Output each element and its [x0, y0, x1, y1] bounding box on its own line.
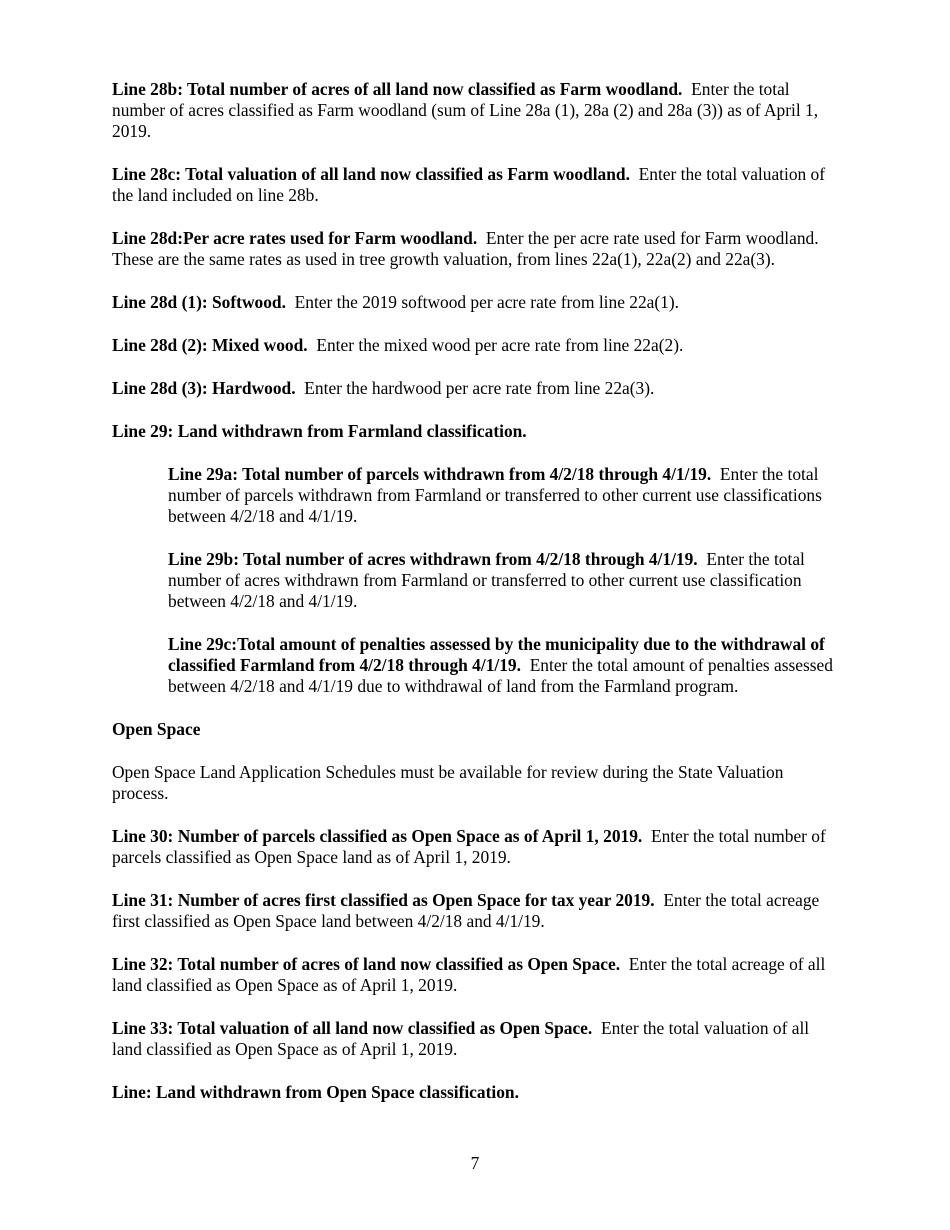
document-page [112, 79, 840, 1125]
paragraph-line-29b [168, 549, 840, 612]
paragraph-line-28b [112, 79, 840, 142]
section-heading: Line 29: Land withdrawn from Farmland classification. [112, 421, 527, 441]
paragraph-heading: Line 29c:Total amount of penalties assessed by the municipality due to the withdrawal of classified Farmland from 4/2/18 through 4/1/19. [168, 634, 825, 675]
paragraph-body: Enter the total valuation of the land included on line 28b. [112, 164, 826, 205]
paragraph-body: Enter the total amount of penalties assessed between 4/2/18 and 4/1/19 due to withdrawal of land from the Farmland program. [168, 655, 833, 696]
section-heading: Open Space [112, 719, 201, 739]
section-heading: Line: Land withdrawn from Open Space classification. [112, 1082, 519, 1102]
paragraph-heading: Line 30: Number of parcels classified as Open Space as of April 1, 2019. [112, 826, 643, 846]
paragraph-heading: Line 29a: Total number of parcels withdrawn from 4/2/18 through 4/1/19. [168, 464, 712, 484]
paragraph-line-30 [112, 826, 840, 868]
paragraph-heading: Line 32: Total number of acres of land now classified as Open Space. [112, 954, 621, 974]
paragraph-body: Enter the hardwood per acre rate from line 22a(3). [304, 378, 655, 398]
paragraph-body: Enter the per acre rate used for Farm woodland. These are the same rates as used in tree growth valuation, from lines 22a(1), 22a(2) and 22a(3). [112, 228, 819, 269]
paragraph-body: Open Space Land Application Schedules must be available for review during the State Valuation process. [112, 762, 784, 803]
paragraph-line-32 [112, 954, 840, 996]
paragraph-heading: Line 33: Total valuation of all land now classified as Open Space. [112, 1018, 593, 1038]
paragraph-heading: Line 28b: Total number of acres of all land now classified as Farm woodland. [112, 79, 683, 99]
paragraph-body: Enter the total acreage first classified as Open Space land between 4/2/18 and 4/1/19. [112, 890, 820, 931]
paragraph-line-31 [112, 890, 840, 932]
paragraph-body: Enter the total acreage of all land classified as Open Space as of April 1, 2019. [112, 954, 826, 995]
paragraph-line-29c [168, 634, 840, 697]
paragraph-body: Enter the total number of acres classified as Farm woodland (sum of Line 28a (1), 28a (2) and 28a (3)) as of April 1, 2019. [112, 79, 819, 141]
paragraph-line-28c [112, 164, 840, 206]
paragraph-line-28d-2 [112, 335, 840, 356]
paragraph-heading: Line 31: Number of acres first classified as Open Space for tax year 2019. [112, 890, 655, 910]
paragraph-body: Enter the 2019 softwood per acre rate from line 22a(1). [294, 292, 680, 312]
paragraph-body: Enter the mixed wood per acre rate from line 22a(2). [316, 335, 684, 355]
paragraph-line-29 [112, 421, 840, 442]
paragraph-heading: Line 28d (2): Mixed wood. [112, 335, 308, 355]
paragraph-body: Enter the total valuation of all land classified as Open Space as of April 1, 2019. [112, 1018, 810, 1059]
paragraph-line-withdrawn-open-space [112, 1082, 840, 1103]
paragraph-heading: Line 28c: Total valuation of all land now classified as Farm woodland. [112, 164, 630, 184]
paragraph-heading: Line 28d (3): Hardwood. [112, 378, 296, 398]
paragraph-heading: Line 28d (1): Softwood. [112, 292, 286, 312]
page-number: 7 [470, 1153, 480, 1173]
paragraph-line-28d-1 [112, 292, 840, 313]
paragraph-body: Enter the total number of parcels withdrawn from Farmland or transferred to other current use classifications between 4/2/18 and 4/1/19. [168, 464, 822, 526]
paragraph-line-28d [112, 228, 840, 270]
paragraph-body: Enter the total number of acres withdrawn from Farmland or transferred to other current use classification between 4/2/18 and 4/1/19. [168, 549, 805, 611]
paragraph-line-29a [168, 464, 840, 527]
paragraph-line-28d-3 [112, 378, 840, 399]
paragraph-heading: Line 29b: Total number of acres withdrawn from 4/2/18 through 4/1/19. [168, 549, 698, 569]
paragraph-open-space-intro [112, 762, 840, 804]
section-title-open-space [112, 719, 840, 740]
paragraph-heading: Line 28d:Per acre rates used for Farm woodland. [112, 228, 478, 248]
paragraph-body: Enter the total number of parcels classified as Open Space land as of April 1, 2019. [112, 826, 826, 867]
paragraph-line-33 [112, 1018, 840, 1060]
